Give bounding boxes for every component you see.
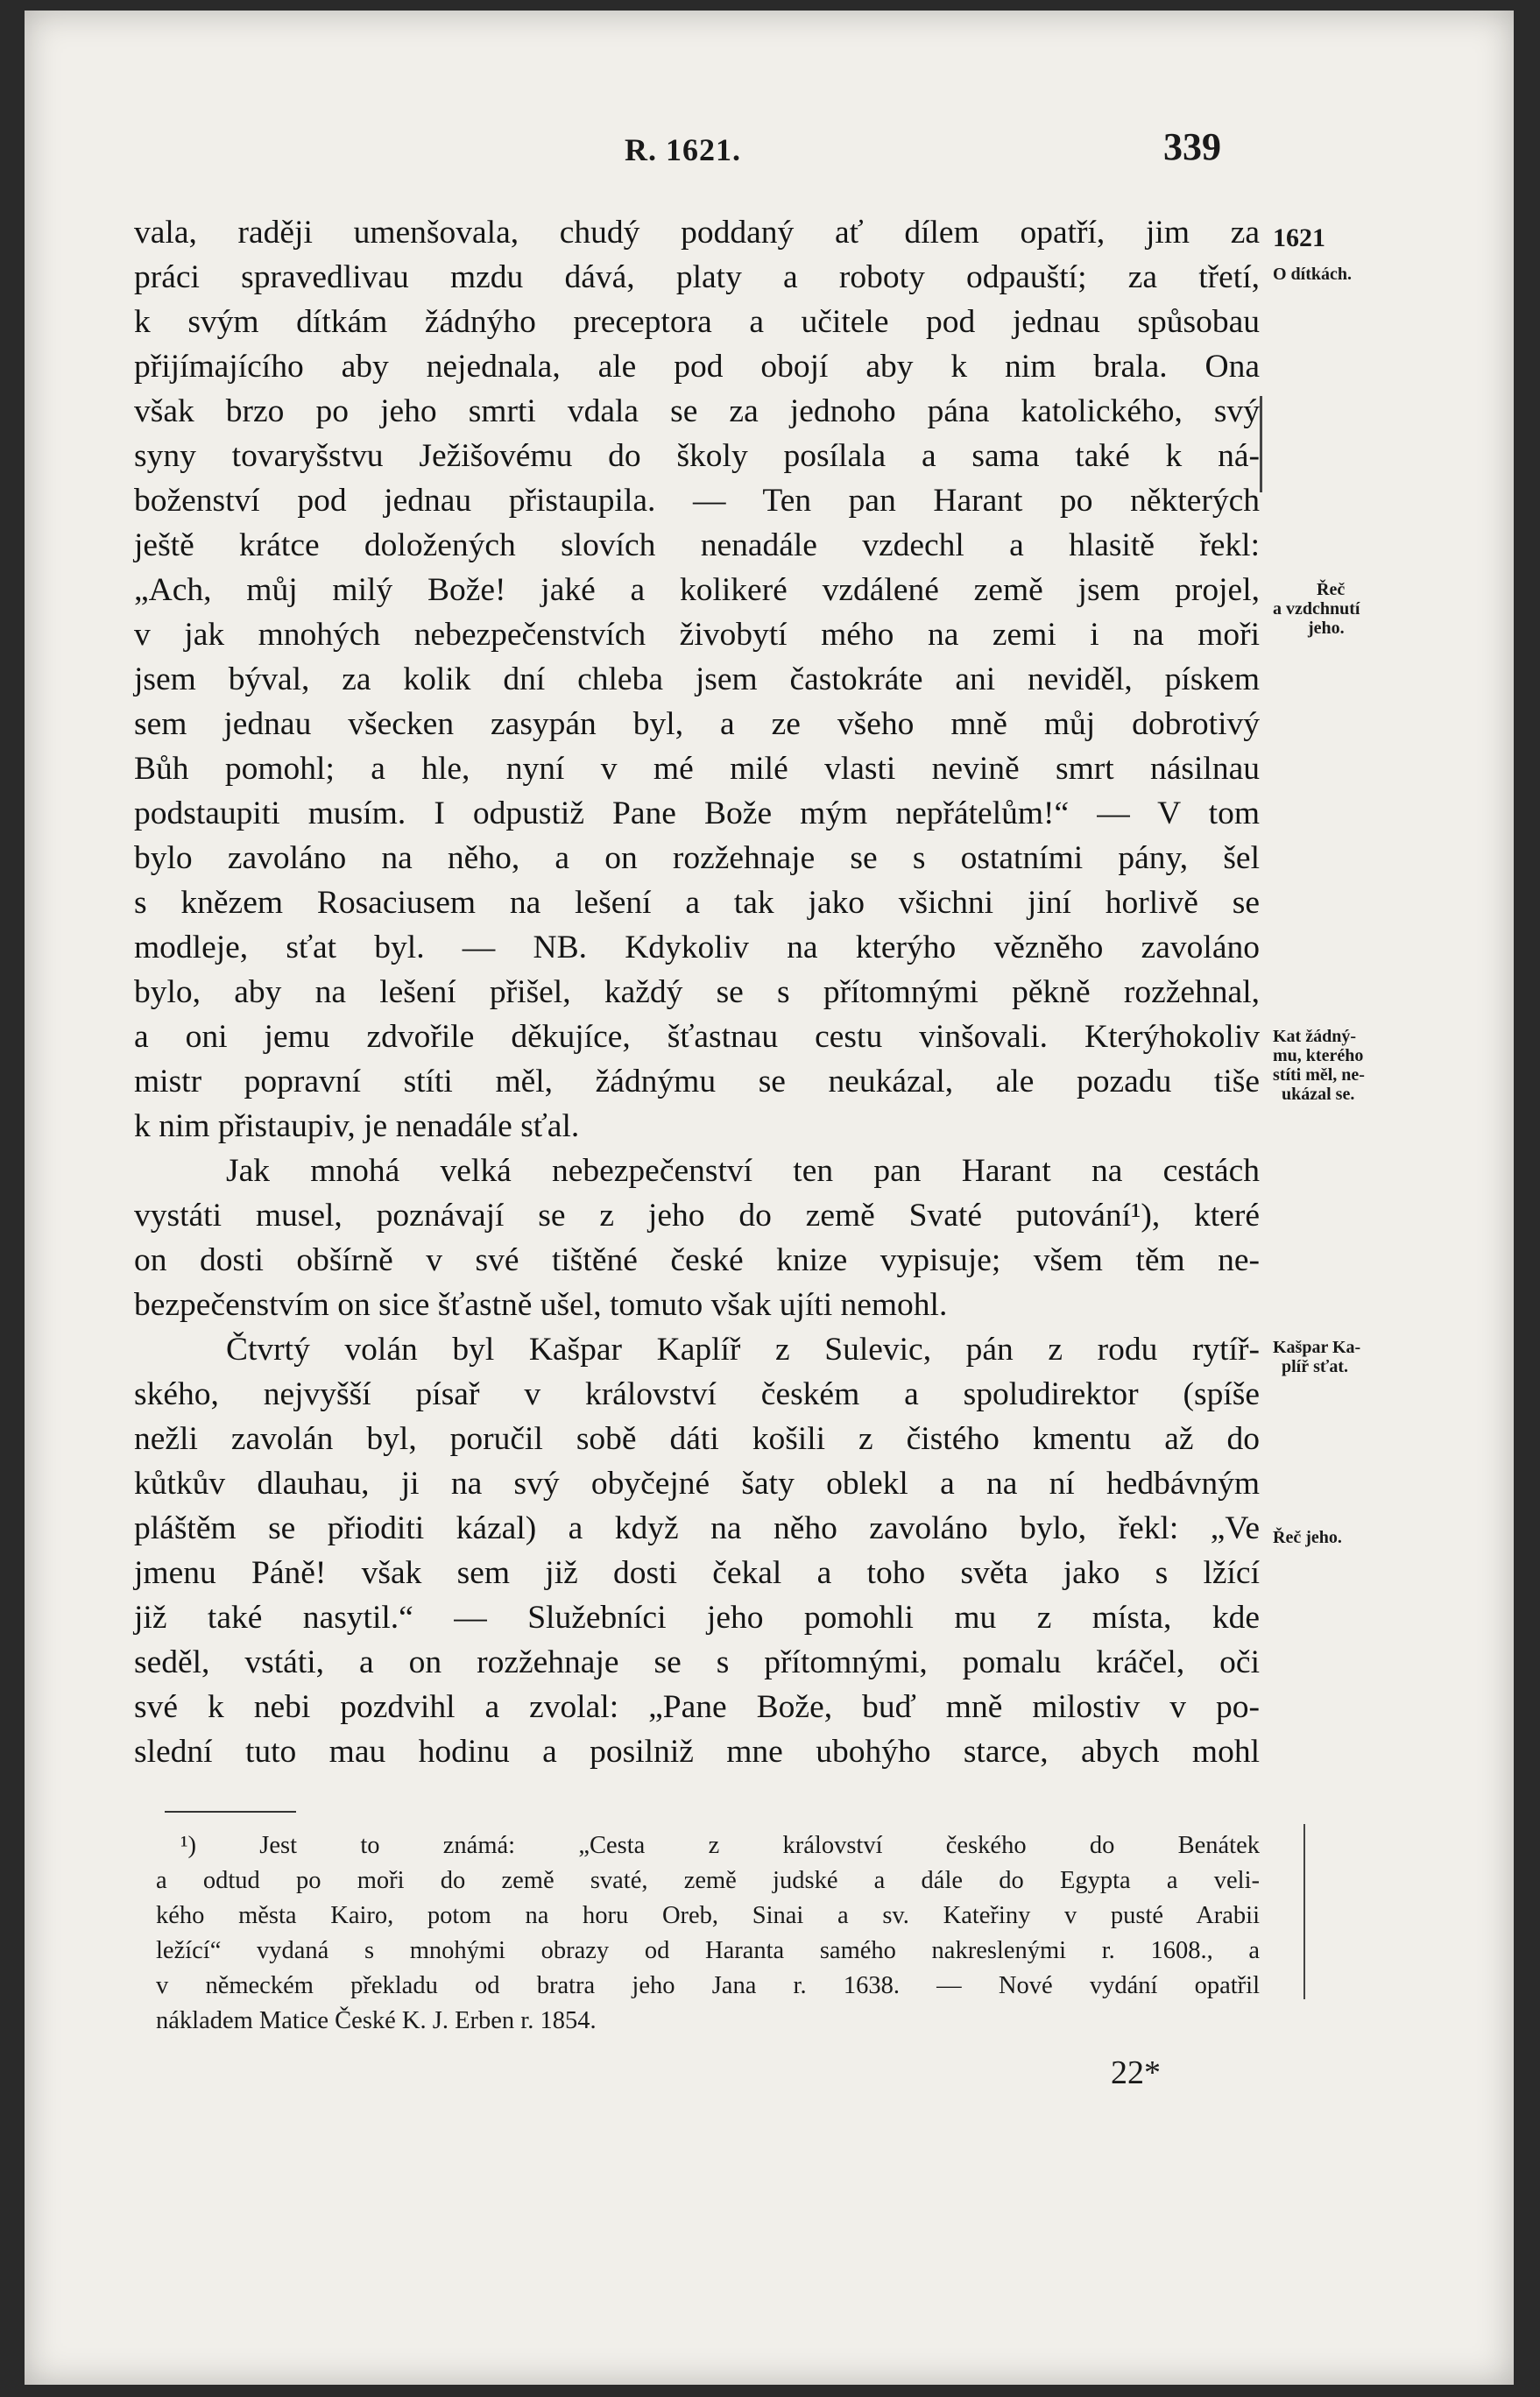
margin-note-line: Kat žádný- [1273, 1027, 1356, 1046]
text-line: své k nebi pozdvihl a zvolal: „Pane Bože, buď mně milostiv v po- [134, 1689, 1260, 1725]
text-line: jsem býval, za kolik dní chleba jsem častokráte ani neviděl, pískem [134, 661, 1260, 697]
footnote-line: ¹) Jest to známá: „Cesta z království českého do Benátek [180, 1832, 1260, 1859]
text-line: „Ach, můj milý Bože! jaké a kolikeré vzdálené země jsem projel, [134, 572, 1260, 608]
margin-note-speech-2: Řeč jeho. [1273, 1528, 1342, 1547]
text-line: jmenu Páně! však sem již dosti čekal a toho světa jako s lžící [134, 1555, 1260, 1591]
page-number: 339 [1163, 125, 1221, 168]
text-line: pláštěm se přioditi kázal) a když na něho zavoláno bylo, řekl: „Ve [134, 1510, 1260, 1546]
margin-note-executioner [1273, 1027, 1365, 1104]
text-line: bezpečenstvím on sice šťastně ušel, tomuto však ujíti nemohl. [134, 1287, 948, 1323]
text-line: již také nasytil.“ — Služebníci jeho pomohli mu z místa, kde [134, 1600, 1260, 1636]
footnote-line: nákladem Matice České K. J. Erben r. 1854. [156, 2007, 597, 2034]
text-line: on dosti obšírně v své tištěné české knize vypisuje; všem těm ne- [134, 1242, 1260, 1278]
page-header [25, 116, 1514, 168]
margin-note-ditkach: O dítkách. [1273, 265, 1353, 284]
text-line: Bůh pomohl; a hle, nyní v mé milé vlasti nevině smrt násilnau [134, 751, 1260, 787]
text-line: Čtvrtý volán byl Kašpar Kaplíř z Sulevic, pán z rodu rytíř- [226, 1332, 1260, 1368]
text-line: ještě krátce doložených slovích nenadále vzdechl a hlasitě řekl: [134, 527, 1260, 563]
footnote-line: a odtud po moři do země svaté, země judské a dále do Egypta a veli- [156, 1867, 1260, 1894]
text-line: bylo, aby na lešení přišel, každý se s přítomnými pěkně rozžehnal, [134, 974, 1260, 1010]
text-line: Jak mnohá velká nebezpečenství ten pan Harant na cestách [226, 1153, 1260, 1189]
margin-note-line: plíř sťat. [1282, 1357, 1348, 1376]
margin-note-year: 1621 [1273, 223, 1325, 252]
text-line: modleje, sťat byl. — NB. Kdykoliv na kterýho vězněho zavoláno [134, 930, 1260, 965]
text-line: přijímajícího aby nejednala, ale pod obojí aby k nim brala. Ona [134, 349, 1260, 385]
text-line: syny tovaryšstvu Ježišovému do školy posílala a sama také k ná- [134, 438, 1260, 474]
margin-rule [1303, 1824, 1305, 1999]
margin-note-line: Kašpar Ka- [1273, 1338, 1361, 1357]
text-line: však brzo po jeho smrti vdala se za jednoho pána katolického, svý [134, 393, 1260, 429]
text-line: seděl, vstáti, a on rozžehnaje se s přítomnými, pomalu kráčel, oči [134, 1644, 1260, 1680]
margin-note-line: stíti měl, ne- [1273, 1065, 1365, 1085]
text-line: kůtkův dlauhau, ji na svý obyčejné šaty oblekl a na ní hedbávným [134, 1466, 1260, 1502]
text-line: boženství pod jednau přistaupila. — Ten pan Harant po některých [134, 483, 1260, 519]
margin-note-line: jeho. [1308, 619, 1345, 638]
signature-mark: 22* [1111, 2054, 1161, 2091]
text-line: slední tuto mau hodinu a posilniž mne ubohýho starce, abych mohl [134, 1734, 1260, 1770]
text-line: ského, nejvyšší písař v království českém a spoludirektor (spíše [134, 1376, 1260, 1412]
text-line: k nim přistaupiv, je nenadále sťal. [134, 1108, 580, 1144]
text-line: podstaupiti musím. I odpustiž Pane Bože mým nepřátelům!“ — V tom [134, 795, 1260, 831]
footnote-rule [165, 1811, 296, 1813]
footnote-line: ležící“ vydaná s mnohými obrazy od Haranta samého nakreslenými r. 1608., a [156, 1937, 1260, 1964]
margin-bracket [1260, 396, 1262, 492]
text-line: vystáti musel, poznávají se z jeho do země Svaté putování¹), které [134, 1198, 1260, 1234]
margin-note-line: a vzdchnutí [1273, 599, 1360, 619]
footnote-line: kého města Kairo, potom na horu Oreb, Sinai a sv. Kateřiny v pusté Arabii [156, 1902, 1260, 1929]
text-line: k svým dítkám žádnýho preceptora a učitele pod jednau spůsobau [134, 304, 1260, 340]
text-line: mistr popravní stíti měl, žádnýmu se neukázal, ale pozadu tiše [134, 1064, 1260, 1100]
text-line: bylo zavoláno na něho, a on rozžehnaje se s ostatními pány, šel [134, 840, 1260, 876]
text-line: s knězem Rosaciusem na lešení a tak jako všichni jiní horlivě se [134, 885, 1260, 921]
margin-note-line: ukázal se. [1282, 1085, 1355, 1104]
book-page [25, 11, 1514, 2385]
text-line: nežli zavolán byl, poručil sobě dáti košili z čistého kmentu až do [134, 1421, 1260, 1457]
text-line: v jak mnohých nebezpečenstvích živobytí mého na zemi i na moři [134, 617, 1260, 653]
text-line: vala, raději umenšovala, chudý poddaný ať dílem opatří, jim za [134, 215, 1260, 251]
text-line: práci spravedlivau mzdu dává, platy a roboty odpauští; za třetí, [134, 259, 1260, 295]
running-head: R. 1621. [625, 132, 741, 167]
text-line: sem jednau všecken zasypán byl, a ze všeho mně můj dobrotivý [134, 706, 1260, 742]
footnote-line: v německém překladu od bratra jeho Jana r. 1638. — Nové vydání opatřil [156, 1972, 1260, 1999]
text-line: a oni jemu zdvořile děkujíce, šťastnau cestu vinšovali. Kterýhokoliv [134, 1019, 1260, 1055]
margin-note-speech [1273, 580, 1360, 638]
footnote [156, 1828, 1260, 2039]
margin-note-line: Řeč [1317, 580, 1346, 599]
main-text [134, 210, 1260, 1774]
margin-note-line: mu, kterého [1273, 1046, 1364, 1065]
margin-note-kaspar [1273, 1338, 1360, 1376]
